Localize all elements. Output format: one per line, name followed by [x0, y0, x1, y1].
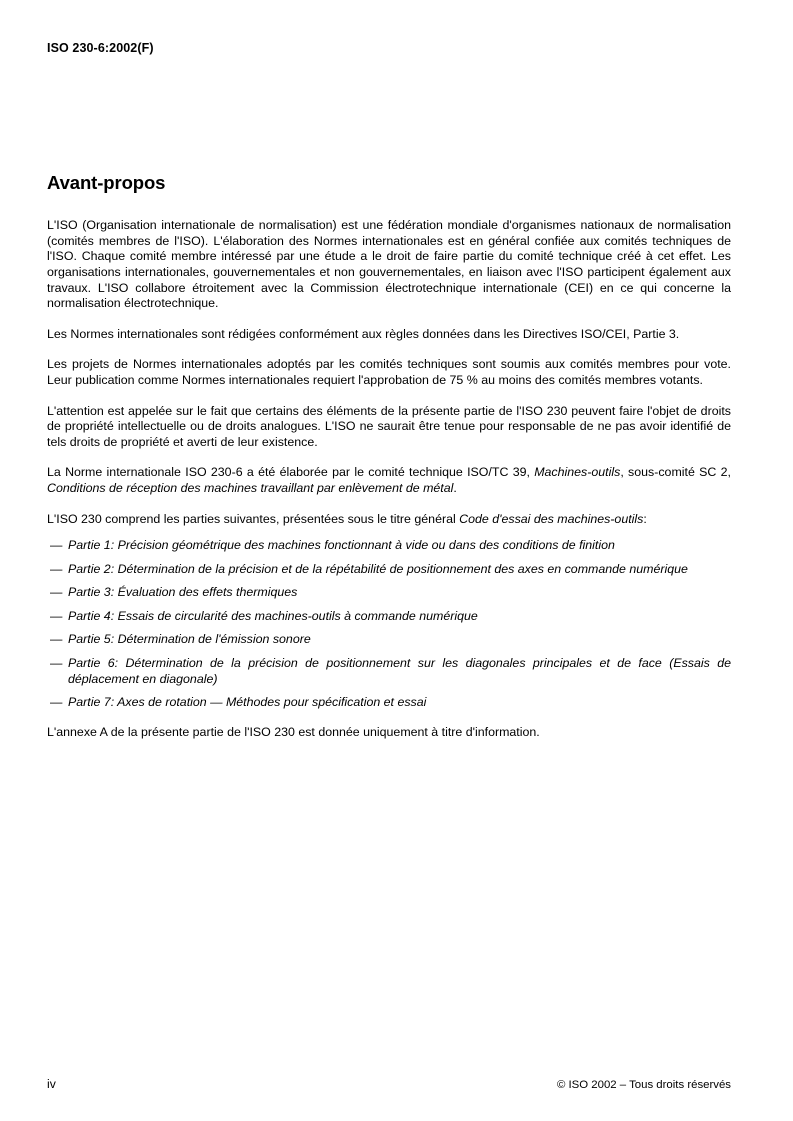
list-item-label: Partie 1: Précision géométrique des machines fonctionnant à vide ou dans des conditions de finition — [68, 538, 615, 553]
list-item — [47, 538, 731, 554]
em-dash-bullet: — — [50, 538, 63, 553]
list-item-label: Partie 3: Évaluation des effets thermiques — [68, 585, 298, 600]
em-dash-bullet: — — [50, 608, 63, 623]
parts-intro-end: : — [643, 511, 647, 526]
subcommittee-title: Conditions de réception des machines travaillant par enlèvement de métal — [47, 480, 454, 495]
list-item-label: Partie 6: Détermination de la précision de positionnement sur les diagonales principales et de face (Essais de déplacement en diagonale) — [68, 656, 731, 686]
page-number: iv — [47, 1077, 56, 1091]
em-dash-bullet: — — [50, 695, 63, 710]
page-title: Avant-propos — [47, 172, 166, 193]
em-dash-bullet: — — [50, 632, 63, 647]
paragraph-committee — [47, 465, 731, 496]
em-dash-bullet: — — [50, 585, 63, 600]
page-content — [47, 172, 731, 755]
list-item-label: Partie 7: Axes de rotation — Méthodes pour spécification et essai — [68, 695, 427, 710]
committee-text-end: . — [453, 480, 457, 495]
list-item — [47, 562, 731, 578]
paragraph-iso-description: L'ISO (Organisation internationale de normalisation) est une fédération mondiale d'organismes nationaux de normalisation (comités membres de l'ISO). L'élaboration des Normes internationales est en général confiée aux comités techniques de l'ISO. Chaque comité membre intéressé par une étude a le droit de faire partie du comité technique créé à cet effet. Les organisations internationales, gouvernementales et non gouvernementales, en liaison avec l'ISO participent également aux travaux. L'ISO collabore étroitement avec la Commission électrotechnique internationale (CEI) en ce qui concerne la normalisation électrotechnique. — [47, 218, 731, 311]
list-item — [47, 585, 731, 601]
list-item-label: Partie 4: Essais de circularité des machines-outils à commande numérique — [68, 608, 478, 623]
list-item — [47, 695, 731, 711]
paragraph-annex-note: L'annexe A de la présente partie de l'ISO 230 est donnée uniquement à titre d'information. — [47, 724, 540, 739]
parts-intro-lead: L'ISO 230 comprend les parties suivantes, présentées sous le titre général — [47, 511, 460, 526]
running-header: ISO 230-6:2002(F) — [47, 41, 154, 55]
em-dash-bullet: — — [50, 656, 63, 671]
general-title-code-essai: Code d'essai des machines-outils — [459, 511, 644, 526]
list-item — [47, 656, 731, 687]
list-item-label: Partie 2: Détermination de la précision et de la répétabilité de positionnement des axes en commande numérique — [68, 561, 688, 576]
paragraph-voting: Les projets de Normes internationales adoptés par les comités techniques sont soumis aux comités membres pour vote. Leur publication comme Normes internationales requiert l'approbation de 75 % au moins des comités membres votants. — [47, 357, 731, 387]
paragraph-patent-rights: L'attention est appelée sur le fait que certains des éléments de la présente partie de l'ISO 230 peuvent faire l'objet de droits de propriété intellectuelle ou de droits analogues. L'ISO ne saurait être tenue pour responsable de ne pas avoir identifié de tels droits de propriété et averti de leur existence. — [47, 403, 731, 449]
paragraph-parts-intro — [47, 512, 731, 528]
committee-text-lead: La Norme internationale ISO 230-6 a été élaborée par le comité technique ISO/TC 39, — [47, 465, 535, 480]
page-footer — [47, 1077, 731, 1093]
paragraph-directives: Les Normes internationales sont rédigées conformément aux règles données dans les Directives ISO/CEI, Partie 3. — [47, 326, 680, 341]
list-item — [47, 609, 731, 625]
parts-list — [47, 538, 731, 711]
list-item — [47, 632, 731, 648]
committee-text-mid: , sous-comité SC 2, — [620, 465, 731, 480]
committee-title-machines-outils: Machines-outils — [534, 465, 621, 480]
em-dash-bullet: — — [50, 561, 63, 576]
list-item-label: Partie 5: Détermination de l'émission sonore — [68, 632, 311, 647]
copyright-notice: © ISO 2002 – Tous droits réservés — [556, 1079, 731, 1091]
